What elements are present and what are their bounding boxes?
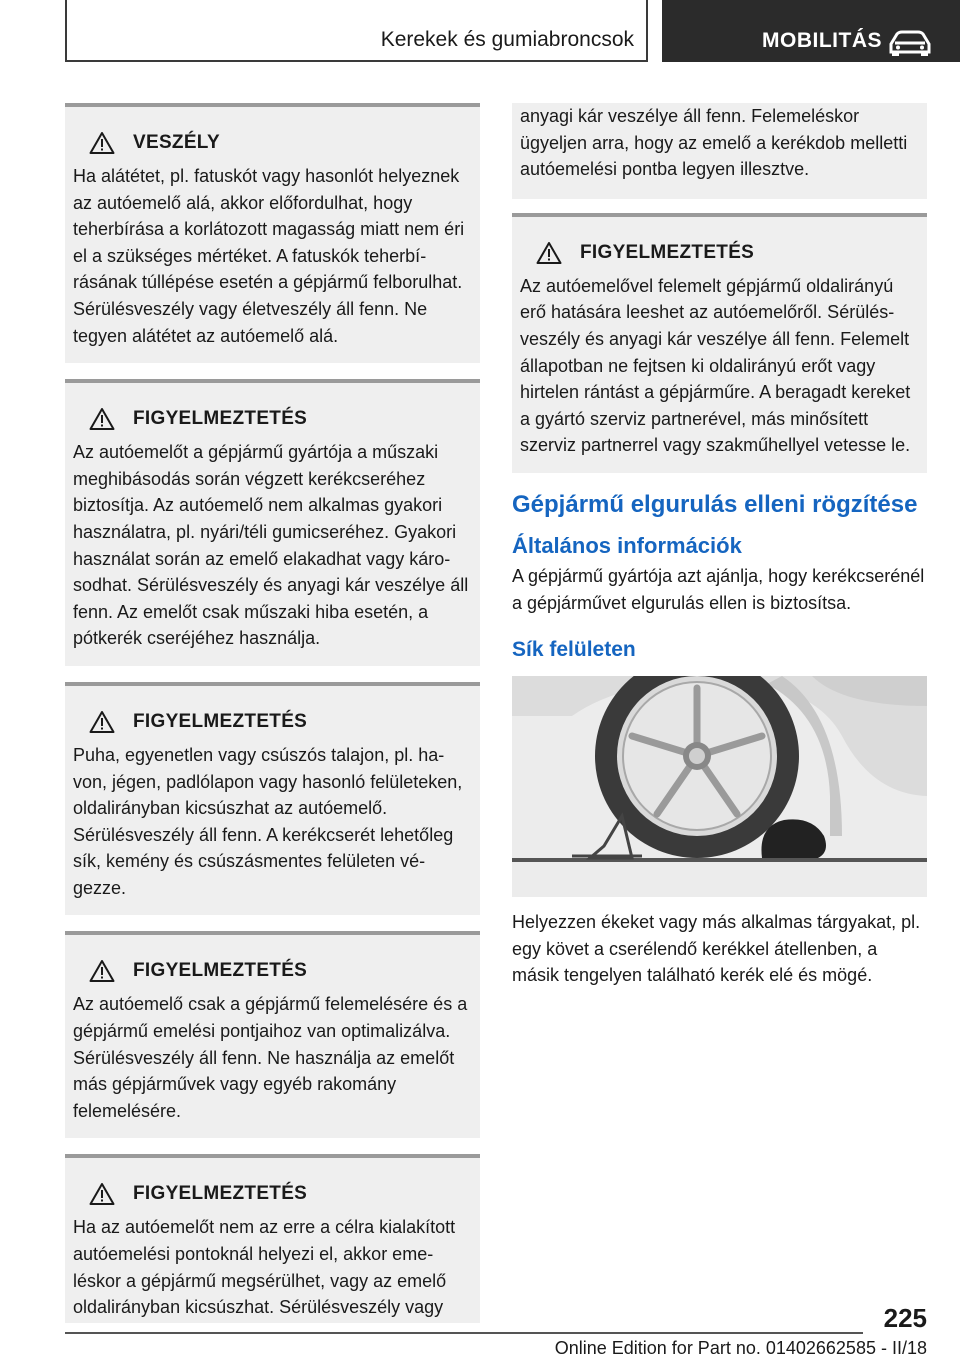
danger-note: [65, 103, 480, 363]
warning-triangle-icon: [536, 241, 562, 265]
page-number: 225: [883, 1303, 927, 1333]
note-label: FIGYELMEZTETÉS: [133, 1183, 308, 1205]
note-label: FIGYELMEZTETÉS: [133, 710, 308, 732]
note-label: FIGYELMEZTETÉS: [580, 241, 755, 263]
note-text: Az autóemelővel felemelt gépjármű oldalirányú erő hatására leeshet az autóemelőről. Sérülésveszély és anyagi kár veszélye áll fenn. Felemelt állapotban ne fejtsen ki oldalirányú erőt vagy hirtelen rántást a gépjárműre. A beragadt kereket a gyártó szerviz partnerével, más minősített szerviz partnerrel vagy szakműhellyel vetesse le.: [520, 275, 911, 456]
right-column: [512, 103, 927, 989]
continued-note: [512, 103, 927, 199]
illustration-caption: Helyezzen ékeket vagy más alkalmas tárgyakat, pl. egy követ a cserélendő kerékkel átellenben, a másik tengelyen található kerék elé és mögé.: [512, 912, 921, 986]
car-icon: [887, 30, 933, 56]
note-text: Ha az autóemelőt nem az erre a célra kialakított autóemelési pontoknál helyezi el, akkor emeléskor a gépjármű megsérülhet, vagy az emelő oldalirányban kicsúszhat. Sérülésveszély vagy: [73, 1217, 456, 1318]
note-label: FIGYELMEZTETÉS: [133, 960, 308, 982]
note-label: VESZÉLY: [133, 132, 220, 153]
warning-triangle-icon: [89, 1182, 115, 1206]
chapter-title: Kerekek és gumiabroncsok: [380, 28, 634, 51]
section-heading: Gépjármű elgurulás elleni rögzítése: [512, 490, 918, 518]
warning-triangle-icon: [89, 959, 115, 983]
section-title: MOBILITÁS: [762, 29, 882, 52]
note-label: FIGYELMEZTETÉS: [133, 408, 308, 430]
note-text: Puha, egyenetlen vagy csúszós talajon, pl. havon, jégen, padlólapon vagy hasonló felületeken, oldalirányban kicsúszhat az autóemelő. Sérülésveszély áll fenn. A kerékcserét lehetőleg sík, kemény és csúszásmentes felületen végezze.: [73, 744, 463, 898]
warning-note: [65, 931, 480, 1138]
warning-note: [65, 379, 480, 666]
footer-rule: [65, 1332, 863, 1334]
warning-note: [65, 682, 480, 916]
note-text: Ha alátétet, pl. fatuskót vagy hasonlót helyeznek az autóemelő alá, akkor előfordulhat, hogy teherbírása a korlátozott magasság miatt nem éri el a szükséges mértéket. A fatuskók teherbírásának túllépése esetén a gépjármű felborulhat. Sérülésveszély vagy életveszély áll fenn. Ne tegyen alátétet az autóemelő alá.: [73, 166, 465, 346]
warning-note: [65, 1154, 480, 1322]
warning-note: [512, 213, 927, 473]
note-text: Az autóemelőt a gépjármű gyártója a műszaki meghibásodás során végzett kerékcseréhez biztosítja. Az autóemelő nem alkalmas gyakori használatra, pl. nyári/téli gumicseréhez. Gyakori használat során az emelő elakadhat vagy károsodhat. Sérülésveszély és anyagi kár veszélye áll fenn. Az emelőt csak műszaki hiba esetén, a pótkerék cseréjéhez használja.: [73, 442, 469, 649]
warning-triangle-icon: [89, 407, 115, 431]
wheel-chock-illustration: [512, 676, 927, 897]
header-chapter-box: [65, 0, 648, 62]
flat-surface-heading: Sík felületen: [512, 638, 636, 662]
general-info-text: A gépjármű gyártója azt ajánlja, hogy kerékcserénél a gépjárművet elgurulás ellen is biztosítsa.: [512, 565, 925, 613]
header-section-box: [662, 0, 960, 62]
continued-text: anyagi kár veszélye áll fenn. Felemeléskor ügyeljen arra, hogy az emelő a kerékdob melletti autóemelési pontba legyen illesztve.: [520, 106, 908, 180]
note-text: Az autóemelő csak a gépjármű felemelésére és a gépjármű emelési pontjaihoz van optimalizálva. Sérülésveszély áll fenn. Ne használja az emelőt más gépjárművek vagy egyéb rakomány felemelésére.: [73, 994, 468, 1121]
subsection-heading: Általános információk: [512, 532, 742, 558]
edition-footer: Online Edition for Part no. 01402662585 - II/18: [554, 1338, 927, 1358]
warning-triangle-icon: [89, 131, 115, 155]
warning-triangle-icon: [89, 710, 115, 734]
left-column: [65, 103, 480, 1323]
